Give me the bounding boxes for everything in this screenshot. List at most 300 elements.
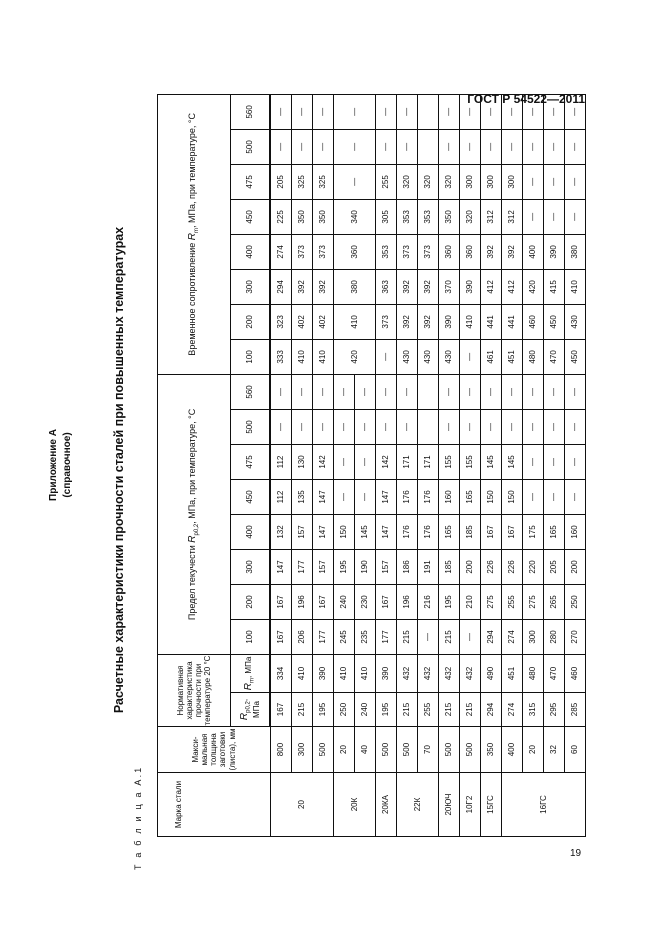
tensile-strength-cell: —: [523, 129, 544, 164]
table-row: [313, 94, 334, 836]
yield-strength-cell: 147: [376, 479, 397, 514]
header-rp-temp: 500: [231, 409, 271, 444]
tensile-strength-cell: —: [460, 339, 481, 374]
yield-strength-cell: [418, 409, 439, 444]
rm-20-cell: 432: [460, 654, 481, 692]
yield-strength-cell: —: [565, 479, 586, 514]
yield-strength-cell: 235: [355, 619, 376, 654]
tensile-strength-cell: —: [565, 94, 586, 129]
yield-strength-cell: 210: [460, 584, 481, 619]
tensile-strength-cell: 323: [270, 304, 292, 339]
yield-strength-cell: 220: [523, 549, 544, 584]
rp02-20-cell: 195: [313, 693, 334, 727]
tensile-strength-cell: 320: [460, 199, 481, 234]
yield-strength-cell: 147: [313, 514, 334, 549]
yield-strength-cell: 150: [481, 479, 502, 514]
tensile-strength-cell: 410: [292, 339, 313, 374]
yield-strength-cell: 135: [292, 479, 313, 514]
thickness-cell: 500: [460, 727, 481, 773]
header-rp-temp: 475: [231, 444, 271, 479]
tensile-strength-cell: 392: [397, 269, 418, 304]
tensile-strength-cell: 353: [376, 234, 397, 269]
tensile-strength-cell: —: [481, 129, 502, 164]
table-body: [270, 94, 586, 836]
tensile-strength-cell: 441: [481, 304, 502, 339]
tensile-strength-cell: 373: [292, 234, 313, 269]
tensile-strength-cell: 320: [439, 164, 460, 199]
unit-mpa: , МПа: [244, 656, 254, 679]
yield-strength-cell: 191: [418, 549, 439, 584]
yield-strength-cell: 195: [439, 584, 460, 619]
tensile-strength-cell: 392: [502, 234, 523, 269]
header-norm: Нормативная характеристика прочности при температуре 20 °С: [158, 654, 231, 726]
table-row: [376, 94, 397, 836]
tensile-strength-cell: —: [565, 164, 586, 199]
rp02-20-cell: 315: [523, 693, 544, 727]
appendix-title: Приложение А: [48, 429, 59, 501]
yield-strength-cell: [418, 374, 439, 409]
header-rm-temp: 300: [231, 269, 271, 304]
rm-20-cell: 432: [418, 654, 439, 692]
tensile-strength-cell: 300: [502, 164, 523, 199]
yield-strength-cell: 280: [544, 619, 565, 654]
yield-strength-cell: —: [334, 444, 355, 479]
tensile-strength-cell: —: [334, 94, 376, 129]
tensile-strength-cell: 360: [439, 234, 460, 269]
header-rm-temp: 475: [231, 164, 271, 199]
header-yield-strength: [158, 374, 231, 654]
tensile-strength-cell: —: [397, 94, 418, 129]
rm-20-cell: 470: [544, 654, 565, 692]
yield-strength-cell: 216: [418, 584, 439, 619]
yield-strength-cell: 226: [502, 549, 523, 584]
header-tensile-label: Временное сопротивление: [187, 240, 198, 356]
rm-20-cell: 451: [502, 654, 523, 692]
thickness-cell: 40: [355, 727, 376, 773]
tensile-strength-cell: 430: [418, 339, 439, 374]
yield-strength-cell: 157: [292, 514, 313, 549]
rm-subscript: m: [249, 678, 256, 684]
r-symbol: R: [187, 233, 199, 241]
yield-strength-cell: —: [355, 409, 376, 444]
tensile-strength-cell: 410: [334, 304, 376, 339]
rm-20-cell: 410: [334, 654, 355, 692]
yield-strength-cell: —: [460, 619, 481, 654]
yield-strength-cell: —: [397, 409, 418, 444]
rm-20-cell: 410: [292, 654, 313, 692]
yield-strength-cell: 155: [439, 444, 460, 479]
steel-grade-cell: 10Г2: [460, 773, 481, 837]
strength-table: [157, 94, 586, 837]
thickness-cell: 350: [481, 727, 502, 773]
tensile-strength-cell: 390: [460, 269, 481, 304]
tensile-strength-cell: —: [397, 129, 418, 164]
tensile-strength-cell: 294: [270, 269, 292, 304]
tensile-strength-cell: 392: [418, 269, 439, 304]
yield-strength-cell: 190: [355, 549, 376, 584]
thickness-cell: 400: [502, 727, 523, 773]
header-rp-temp: 100: [231, 619, 271, 654]
yield-strength-cell: 147: [270, 549, 292, 584]
tensile-strength-cell: 412: [502, 269, 523, 304]
header-rm-temp: 500: [231, 129, 271, 164]
yield-strength-cell: —: [439, 409, 460, 444]
thickness-cell: 500: [376, 727, 397, 773]
steel-grade-cell: 20К: [334, 773, 376, 837]
tensile-strength-cell: 312: [502, 199, 523, 234]
yield-strength-cell: —: [292, 409, 313, 444]
tensile-strength-cell: —: [460, 129, 481, 164]
yield-strength-cell: 171: [397, 444, 418, 479]
yield-strength-cell: 167: [502, 514, 523, 549]
yield-strength-cell: —: [334, 479, 355, 514]
yield-strength-cell: 270: [565, 619, 586, 654]
unit-mpa: , МПа: [239, 698, 262, 718]
yield-strength-cell: 155: [460, 444, 481, 479]
tensile-strength-cell: 392: [481, 234, 502, 269]
rp-subscript: p0,2: [245, 701, 252, 713]
yield-strength-cell: 176: [418, 514, 439, 549]
table-row: [334, 94, 355, 836]
yield-strength-cell: 215: [439, 619, 460, 654]
yield-strength-cell: —: [460, 409, 481, 444]
tensile-strength-cell: —: [439, 129, 460, 164]
table-row: [523, 94, 544, 836]
tensile-strength-cell: 402: [292, 304, 313, 339]
header-temp-suffix: , МПа, при температуре, °С: [187, 112, 198, 229]
tensile-strength-cell: 350: [439, 199, 460, 234]
yield-strength-cell: —: [313, 374, 334, 409]
thickness-cell: 70: [418, 727, 439, 773]
header-rm-temp: 560: [231, 94, 271, 129]
yield-strength-cell: 265: [544, 584, 565, 619]
tensile-strength-cell: 410: [460, 304, 481, 339]
tensile-strength-cell: —: [334, 129, 376, 164]
tensile-strength-cell: 373: [397, 234, 418, 269]
header-rp-temp: 450: [231, 479, 271, 514]
yield-strength-cell: —: [565, 374, 586, 409]
header-rm-20: [231, 654, 271, 692]
tensile-strength-cell: 325: [313, 164, 334, 199]
yield-strength-cell: —: [376, 409, 397, 444]
yield-strength-cell: 205: [544, 549, 565, 584]
yield-strength-cell: 226: [481, 549, 502, 584]
tensile-strength-cell: 402: [313, 304, 334, 339]
header-grade: Марка стали: [158, 773, 271, 837]
yield-strength-cell: 176: [397, 514, 418, 549]
tensile-strength-cell: —: [565, 129, 586, 164]
yield-strength-cell: 165: [439, 514, 460, 549]
tensile-strength-cell: 255: [376, 164, 397, 199]
tensile-strength-cell: —: [292, 94, 313, 129]
tensile-strength-cell: —: [292, 129, 313, 164]
yield-strength-cell: —: [355, 479, 376, 514]
yield-strength-cell: —: [523, 479, 544, 514]
yield-strength-cell: 167: [481, 514, 502, 549]
tensile-strength-cell: —: [313, 94, 334, 129]
tensile-strength-cell: 480: [523, 339, 544, 374]
yield-strength-cell: —: [544, 409, 565, 444]
rp02-20-cell: 215: [460, 693, 481, 727]
tensile-strength-cell: 320: [397, 164, 418, 199]
tensile-strength-cell: 373: [418, 234, 439, 269]
yield-strength-cell: —: [544, 374, 565, 409]
yield-strength-cell: 300: [523, 619, 544, 654]
tensile-strength-cell: 353: [418, 199, 439, 234]
yield-strength-cell: —: [460, 374, 481, 409]
steel-grade-cell: 22К: [397, 773, 439, 837]
header-thickness: Макси-мальная толщина заготовки (листа), мм: [158, 727, 271, 773]
thickness-cell: 500: [313, 727, 334, 773]
yield-strength-cell: —: [397, 374, 418, 409]
tensile-strength-cell: 380: [565, 234, 586, 269]
yield-strength-cell: 200: [460, 549, 481, 584]
yield-strength-cell: —: [270, 374, 292, 409]
tensile-strength-cell: —: [523, 164, 544, 199]
yield-strength-cell: —: [523, 374, 544, 409]
tensile-strength-cell: 305: [376, 199, 397, 234]
tensile-strength-cell: 392: [292, 269, 313, 304]
tensile-strength-cell: 380: [334, 269, 376, 304]
yield-strength-cell: 160: [439, 479, 460, 514]
tensile-strength-cell: 415: [544, 269, 565, 304]
yield-strength-cell: 250: [565, 584, 586, 619]
yield-strength-cell: 196: [292, 584, 313, 619]
table-row: [565, 94, 586, 836]
yield-strength-cell: 175: [523, 514, 544, 549]
tensile-strength-cell: 225: [270, 199, 292, 234]
tensile-strength-cell: 300: [460, 164, 481, 199]
rp02-20-cell: 250: [334, 693, 355, 727]
yield-strength-cell: 167: [376, 584, 397, 619]
tensile-strength-cell: [418, 129, 439, 164]
yield-strength-cell: 215: [397, 619, 418, 654]
tensile-strength-cell: 420: [334, 339, 376, 374]
tensile-strength-cell: —: [544, 129, 565, 164]
tensile-strength-cell: 373: [313, 234, 334, 269]
tensile-strength-cell: 441: [502, 304, 523, 339]
tensile-strength-cell: 353: [397, 199, 418, 234]
rm-20-cell: 480: [523, 654, 544, 692]
tensile-strength-cell: 430: [565, 304, 586, 339]
steel-grade-cell: 15ГС: [481, 773, 502, 837]
r-symbol: R: [187, 535, 199, 543]
thickness-cell: 800: [270, 727, 292, 773]
table-row: [418, 94, 439, 836]
tensile-strength-cell: —: [565, 199, 586, 234]
yield-strength-cell: 230: [355, 584, 376, 619]
rp02-20-cell: 295: [544, 693, 565, 727]
table-row: [397, 94, 418, 836]
tensile-strength-cell: —: [460, 94, 481, 129]
yield-strength-cell: 275: [523, 584, 544, 619]
yield-strength-cell: —: [292, 374, 313, 409]
yield-strength-cell: —: [334, 374, 355, 409]
tensile-strength-cell: —: [544, 164, 565, 199]
tensile-strength-cell: —: [523, 94, 544, 129]
yield-strength-cell: —: [523, 409, 544, 444]
tensile-strength-cell: 205: [270, 164, 292, 199]
tensile-strength-cell: —: [544, 94, 565, 129]
rm-20-cell: 334: [270, 654, 292, 692]
tensile-strength-cell: 410: [313, 339, 334, 374]
header-rp-temp: 400: [231, 514, 271, 549]
rp02-20-cell: 215: [292, 693, 313, 727]
tensile-strength-cell: 300: [481, 164, 502, 199]
yield-strength-cell: 145: [355, 514, 376, 549]
tensile-strength-cell: 360: [460, 234, 481, 269]
tensile-strength-cell: —: [523, 199, 544, 234]
yield-strength-cell: 150: [334, 514, 355, 549]
header-rp-temp: 200: [231, 584, 271, 619]
rm-20-cell: 390: [376, 654, 397, 692]
tensile-strength-cell: 350: [313, 199, 334, 234]
rm-20-cell: 460: [565, 654, 586, 692]
yield-strength-cell: 132: [270, 514, 292, 549]
tensile-strength-cell: —: [502, 129, 523, 164]
table-row: [481, 94, 502, 836]
yield-strength-cell: 195: [334, 549, 355, 584]
tensile-strength-cell: 370: [439, 269, 460, 304]
table-row: [544, 94, 565, 836]
tensile-strength-cell: 363: [376, 269, 397, 304]
page-number: 19: [570, 848, 582, 859]
yield-strength-cell: 130: [292, 444, 313, 479]
steel-grade-cell: 20ЮЧ: [439, 773, 460, 837]
yield-strength-cell: —: [270, 409, 292, 444]
yield-strength-cell: —: [523, 444, 544, 479]
yield-strength-cell: 165: [460, 479, 481, 514]
yield-strength-cell: 176: [418, 479, 439, 514]
table-row: [292, 94, 313, 836]
yield-strength-cell: —: [481, 409, 502, 444]
header-temp-suffix: , МПа, при температуре, °С: [187, 408, 198, 524]
tensile-strength-cell: —: [544, 199, 565, 234]
tensile-strength-cell: 451: [502, 339, 523, 374]
yield-strength-cell: 145: [502, 444, 523, 479]
yield-strength-cell: 186: [397, 549, 418, 584]
tensile-strength-cell: —: [313, 129, 334, 164]
thickness-cell: 32: [544, 727, 565, 773]
header-rm-temp: 450: [231, 199, 271, 234]
tensile-strength-cell: 470: [544, 339, 565, 374]
yield-strength-cell: 274: [502, 619, 523, 654]
tensile-strength-cell: 450: [565, 339, 586, 374]
rp02-20-cell: 240: [355, 693, 376, 727]
yield-strength-cell: —: [481, 374, 502, 409]
tensile-strength-cell: 320: [418, 164, 439, 199]
rm-20-cell: 410: [355, 654, 376, 692]
header-rm-temp: 100: [231, 339, 271, 374]
tensile-strength-cell: 400: [523, 234, 544, 269]
tensile-strength-cell: 340: [334, 199, 376, 234]
tensile-strength-cell: 420: [523, 269, 544, 304]
thickness-cell: 500: [397, 727, 418, 773]
tensile-strength-cell: 392: [418, 304, 439, 339]
yield-strength-cell: 171: [418, 444, 439, 479]
tensile-strength-cell: —: [376, 339, 397, 374]
tensile-strength-cell: —: [502, 94, 523, 129]
yield-strength-cell: 160: [565, 514, 586, 549]
tensile-strength-cell: 390: [439, 304, 460, 339]
r-symbol: R: [243, 683, 255, 691]
tensile-strength-cell: 461: [481, 339, 502, 374]
rp02-20-cell: 294: [481, 693, 502, 727]
tensile-strength-cell: 390: [544, 234, 565, 269]
yield-strength-cell: 147: [376, 514, 397, 549]
yield-strength-cell: 142: [313, 444, 334, 479]
yield-strength-cell: —: [313, 409, 334, 444]
header-tensile-strength: [158, 94, 231, 374]
appendix-subtitle: (справочное): [62, 432, 73, 498]
thickness-cell: 300: [292, 727, 313, 773]
yield-strength-cell: 142: [376, 444, 397, 479]
tensile-strength-cell: 460: [523, 304, 544, 339]
tensile-strength-cell: 274: [270, 234, 292, 269]
yield-strength-cell: 167: [313, 584, 334, 619]
yield-strength-cell: —: [418, 619, 439, 654]
thickness-cell: 60: [565, 727, 586, 773]
yield-strength-cell: 145: [481, 444, 502, 479]
yield-strength-cell: 255: [502, 584, 523, 619]
document-code: ГОСТ Р 54522—2011: [467, 92, 585, 106]
rp02-20-cell: 255: [418, 693, 439, 727]
thickness-cell: 500: [439, 727, 460, 773]
header-yield-label: Предел текучести: [187, 542, 198, 621]
table-row: [270, 94, 292, 836]
yield-strength-cell: 240: [334, 584, 355, 619]
yield-strength-cell: 177: [313, 619, 334, 654]
tensile-strength-cell: —: [270, 94, 292, 129]
tensile-strength-cell: —: [376, 129, 397, 164]
tensile-strength-cell: 325: [292, 164, 313, 199]
tensile-strength-cell: 373: [376, 304, 397, 339]
yield-strength-cell: —: [502, 409, 523, 444]
tensile-strength-cell: —: [439, 94, 460, 129]
rm-20-cell: 432: [439, 654, 460, 692]
yield-strength-cell: —: [439, 374, 460, 409]
rp-subscript: p0,2: [193, 523, 200, 536]
steel-grade-cell: 20КА: [376, 773, 397, 837]
tensile-strength-cell: 392: [313, 269, 334, 304]
steel-grade-cell: 16ГС: [502, 773, 586, 837]
header-rp-temp: 560: [231, 374, 271, 409]
yield-strength-cell: 150: [502, 479, 523, 514]
tensile-strength-cell: 333: [270, 339, 292, 374]
header-rp02-20: [231, 693, 271, 727]
yield-strength-cell: 157: [313, 549, 334, 584]
yield-strength-cell: —: [334, 409, 355, 444]
yield-strength-cell: 185: [439, 549, 460, 584]
yield-strength-cell: 147: [313, 479, 334, 514]
tensile-strength-cell: 430: [439, 339, 460, 374]
tensile-strength-cell: 430: [397, 339, 418, 374]
yield-strength-cell: 157: [376, 549, 397, 584]
table-row: [502, 94, 523, 836]
header-rm-temp: 400: [231, 234, 271, 269]
rp02-20-cell: 285: [565, 693, 586, 727]
thickness-cell: 20: [523, 727, 544, 773]
tensile-strength-cell: 412: [481, 269, 502, 304]
yield-strength-cell: —: [376, 374, 397, 409]
table-title: Расчетные характеристики прочности сталей при повышенных температурах: [112, 226, 126, 714]
rp02-20-cell: 167: [270, 693, 292, 727]
tensile-strength-cell: —: [376, 94, 397, 129]
tensile-strength-cell: 450: [544, 304, 565, 339]
tensile-strength-cell: —: [481, 94, 502, 129]
yield-strength-cell: —: [355, 444, 376, 479]
tensile-strength-cell: 410: [565, 269, 586, 304]
